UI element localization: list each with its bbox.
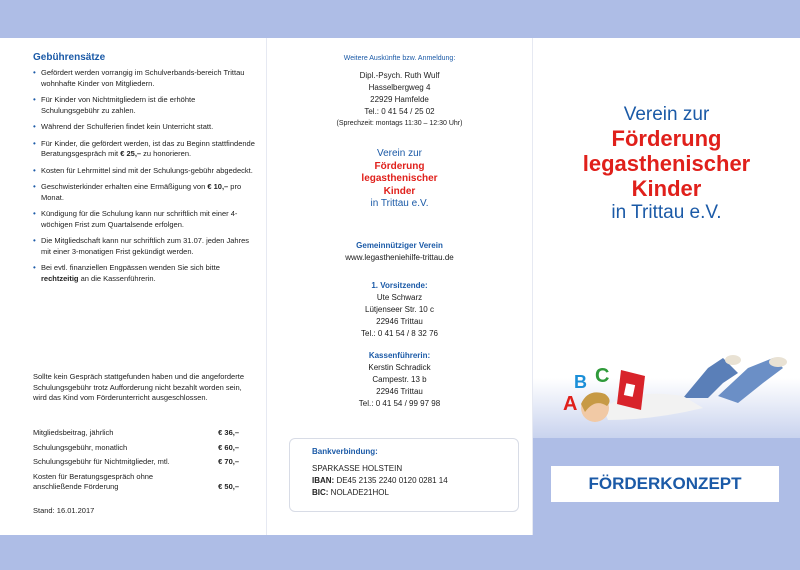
bank-lines: SPARKASSE HOLSTEIN IBAN: DE45 2135 2240 0120 0281 14 BIC: NOLADE21HOL (312, 464, 448, 497)
bank-heading: Bankverbindung: (312, 447, 378, 456)
reading-child-illustration (533, 328, 800, 438)
bullet-item: • Gefördert werden vorrangig im Schulverbands-bereich Trittau wohnhafte Kinder von Mitgliedern. (33, 68, 255, 89)
bullet-item: • Für Kinder, die gefördert werden, ist das zu Beginn stattfindende Beratungsgespräch mit € 25,– zu honorieren. (33, 139, 255, 160)
contact-address: Dipl.-Psych. Ruth Wulf Hasselbergweg 4 22929 Hamfelde Tel.: 0 41 54 / 25 02 (Sprechzeit: montags 11:30 – 12:30 Uhr) (336, 71, 463, 127)
bullet-item: • Geschwisterkinder erhalten eine Ermäßigung von € 10,– pro Monat. (33, 182, 255, 203)
fee-row: Mitgliedsbeitrag, jährlich € 36,– (33, 428, 239, 437)
bullet-item: • Kosten für Lehrmittel sind mit der Schulungs-gebühr abgedeckt. (33, 166, 255, 177)
bank-details-box (289, 438, 519, 512)
top-color-band (0, 0, 800, 38)
bullet-item: • Bei evtl. finanziellen Engpässen wenden Sie sich bitte rechtzeitig an die Kassenführerin. (33, 263, 255, 284)
letter-c: C (595, 365, 610, 387)
letter-b: B (574, 372, 587, 392)
concept-banner (551, 466, 779, 502)
exclusion-note: Sollte kein Gespräch stattgefunden haben und die angeforderte Schulungsgebühr trotz Aufforderung nicht bezahlt worden sein, wird das Kind vom Förderunterricht ausgeschlossen. (33, 372, 244, 402)
bullet-item: • Die Mitgliedschaft kann nur schriftlich zum 31.07. jeden Jahres mit einer 3-monatigen Frist gekündigt werden. (33, 236, 255, 257)
fees-bullet-list (33, 68, 255, 290)
fees-heading: Gebührensätze (33, 52, 106, 63)
fee-row: Schulungsgebühr, monatlich € 60,– (33, 442, 239, 452)
letter-a: A (563, 393, 578, 415)
fee-table (33, 428, 239, 497)
cover-panel (533, 38, 800, 535)
website-link[interactable]: www.legastheniehilfe-trittau.de (345, 253, 454, 262)
info-intro: Weitere Auskünfte bzw. Anmeldung: (343, 55, 456, 62)
fee-row: Schulungsgebühr für Nichtmitglieder, mtl. € 70,– (33, 457, 239, 466)
bottom-color-band (0, 535, 800, 570)
concept-banner-text: FÖRDERKONZEPT (588, 474, 742, 493)
contact-panel (267, 38, 532, 535)
fee-row: Kosten für Beratungsgespräch ohne anschließende Förderung € 50,– (33, 471, 239, 491)
treasurer-contact: Kassenführerin: Kerstin Schradick Campestr. 13 b 22946 Trittau Tel.: 0 41 54 / 99 97 98 (358, 351, 441, 408)
fees-panel (0, 38, 266, 535)
bullet-item: • Während der Schulferien findet kein Unterricht statt. (33, 122, 255, 133)
chair-contact: 1. Vorsitzende: Ute Schwarz Lütjenseer Str. 10 c 22946 Trittau Tel.: 0 41 54 / 8 32 76 (361, 281, 438, 338)
bullet-item: • Kündigung für die Schulung kann nur schriftlich mit einer 4-wöchigen Frist zum Quartalsende erfolgen. (33, 209, 255, 230)
nonprofit-info: Gemeinnütziger Verein www.legastheniehilfe-trittau.de (267, 240, 532, 264)
date-stamp: Stand: 16.01.2017 (33, 506, 95, 515)
cover-title: Verein zur Förderung legasthenischer Kinder in Trittau e.V. (582, 104, 751, 223)
club-name-small: Verein zur Förderung legasthenischer Kinder in Trittau e.V. (361, 148, 438, 209)
bullet-item: • Für Kinder von Nichtmitgliedern ist die erhöhte Schulungsgebühr zu zahlen. (33, 95, 255, 116)
